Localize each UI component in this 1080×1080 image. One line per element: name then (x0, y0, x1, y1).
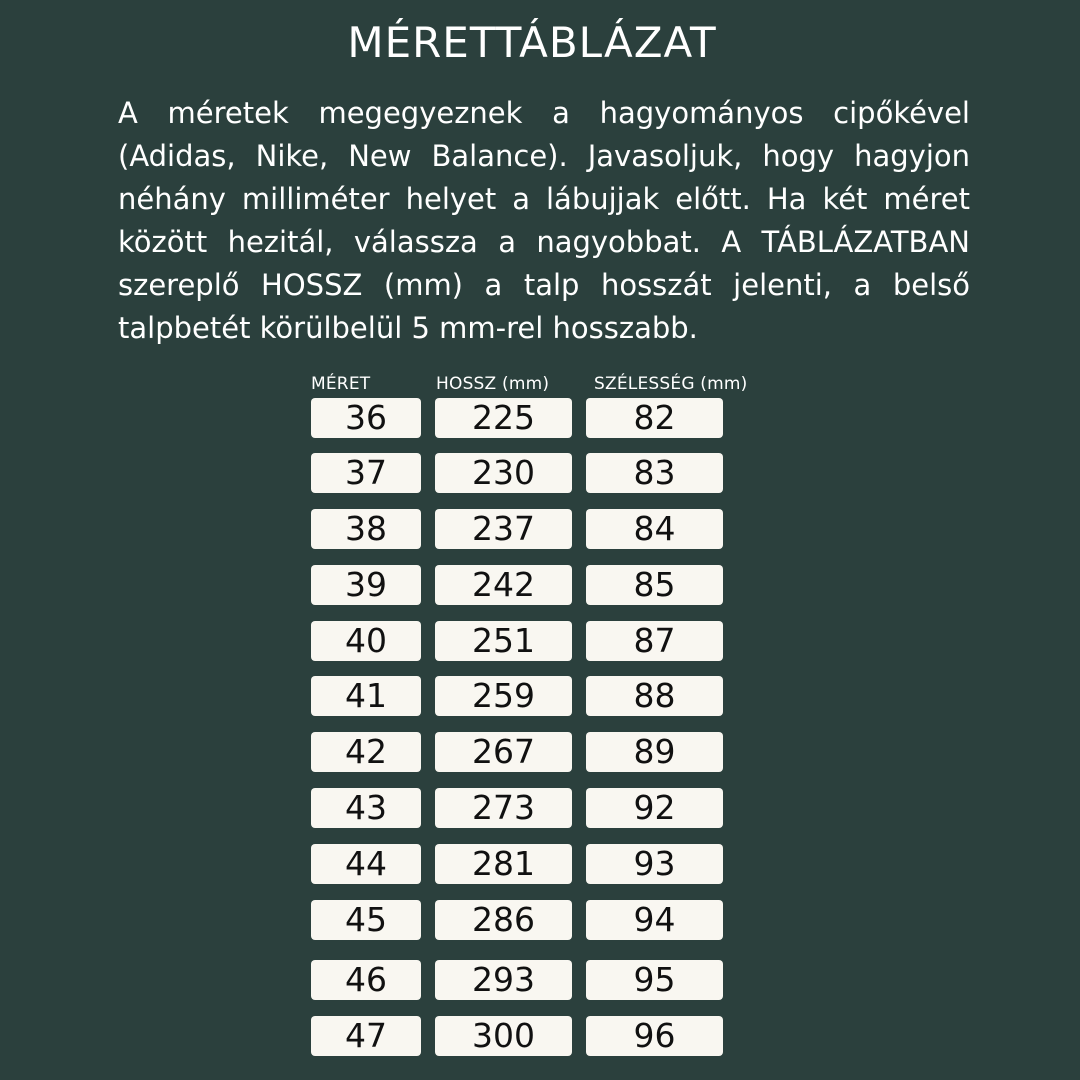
column-header-size: MÉRET (311, 374, 371, 394)
width-cell: 84 (586, 509, 723, 549)
size-cell: 46 (311, 960, 421, 1000)
intro-paragraph: A méretek megegyeznek a hagyományos cipőkével (Adidas, Nike, New Balance). Javasoljuk, hogy hagyjon néhány milliméter helyet a lábujjak előtt. Ha két méret között hezitál, válassza a nagyobbat. A TÁBLÁZATBAN szereplő HOSSZ (mm) a talp hosszát jelenti, a belső talpbetét körülbelül 5 mm-rel hosszabb. (118, 96, 970, 345)
width-cell: 92 (586, 788, 723, 828)
length-cell: 225 (435, 398, 572, 438)
table-row (311, 398, 723, 440)
table-row (311, 565, 723, 607)
length-cell: 293 (435, 960, 572, 1000)
table-row (311, 621, 723, 663)
table-row (311, 788, 723, 830)
table-row (311, 844, 723, 886)
size-cell: 38 (311, 509, 421, 549)
width-cell: 83 (586, 453, 723, 493)
width-cell: 82 (586, 398, 723, 438)
width-cell: 89 (586, 732, 723, 772)
length-cell: 242 (435, 565, 572, 605)
size-cell: 47 (311, 1016, 421, 1056)
size-cell: 42 (311, 732, 421, 772)
table-row (311, 453, 723, 495)
width-cell: 87 (586, 621, 723, 661)
size-cell: 39 (311, 565, 421, 605)
length-cell: 251 (435, 621, 572, 661)
length-cell: 286 (435, 900, 572, 940)
length-cell: 300 (435, 1016, 572, 1056)
length-cell: 230 (435, 453, 572, 493)
width-cell: 96 (586, 1016, 723, 1056)
size-cell: 45 (311, 900, 421, 940)
size-cell: 44 (311, 844, 421, 884)
width-cell: 93 (586, 844, 723, 884)
column-header-length: HOSSZ (mm) (436, 374, 550, 394)
column-header-width: SZÉLESSÉG (mm) (594, 374, 748, 394)
size-cell: 37 (311, 453, 421, 493)
length-cell: 237 (435, 509, 572, 549)
table-row (311, 509, 723, 551)
width-cell: 95 (586, 960, 723, 1000)
table-row (311, 1016, 723, 1058)
size-cell: 43 (311, 788, 421, 828)
table-row (311, 900, 723, 942)
width-cell: 94 (586, 900, 723, 940)
table-row (311, 732, 723, 774)
size-cell: 40 (311, 621, 421, 661)
width-cell: 85 (586, 565, 723, 605)
length-cell: 273 (435, 788, 572, 828)
table-row (311, 960, 723, 1002)
length-cell: 267 (435, 732, 572, 772)
size-cell: 41 (311, 676, 421, 716)
length-cell: 259 (435, 676, 572, 716)
size-cell: 36 (311, 398, 421, 438)
width-cell: 88 (586, 676, 723, 716)
length-cell: 281 (435, 844, 572, 884)
table-row (311, 676, 723, 718)
page-title: MÉRETTÁBLÁZAT (347, 18, 717, 67)
